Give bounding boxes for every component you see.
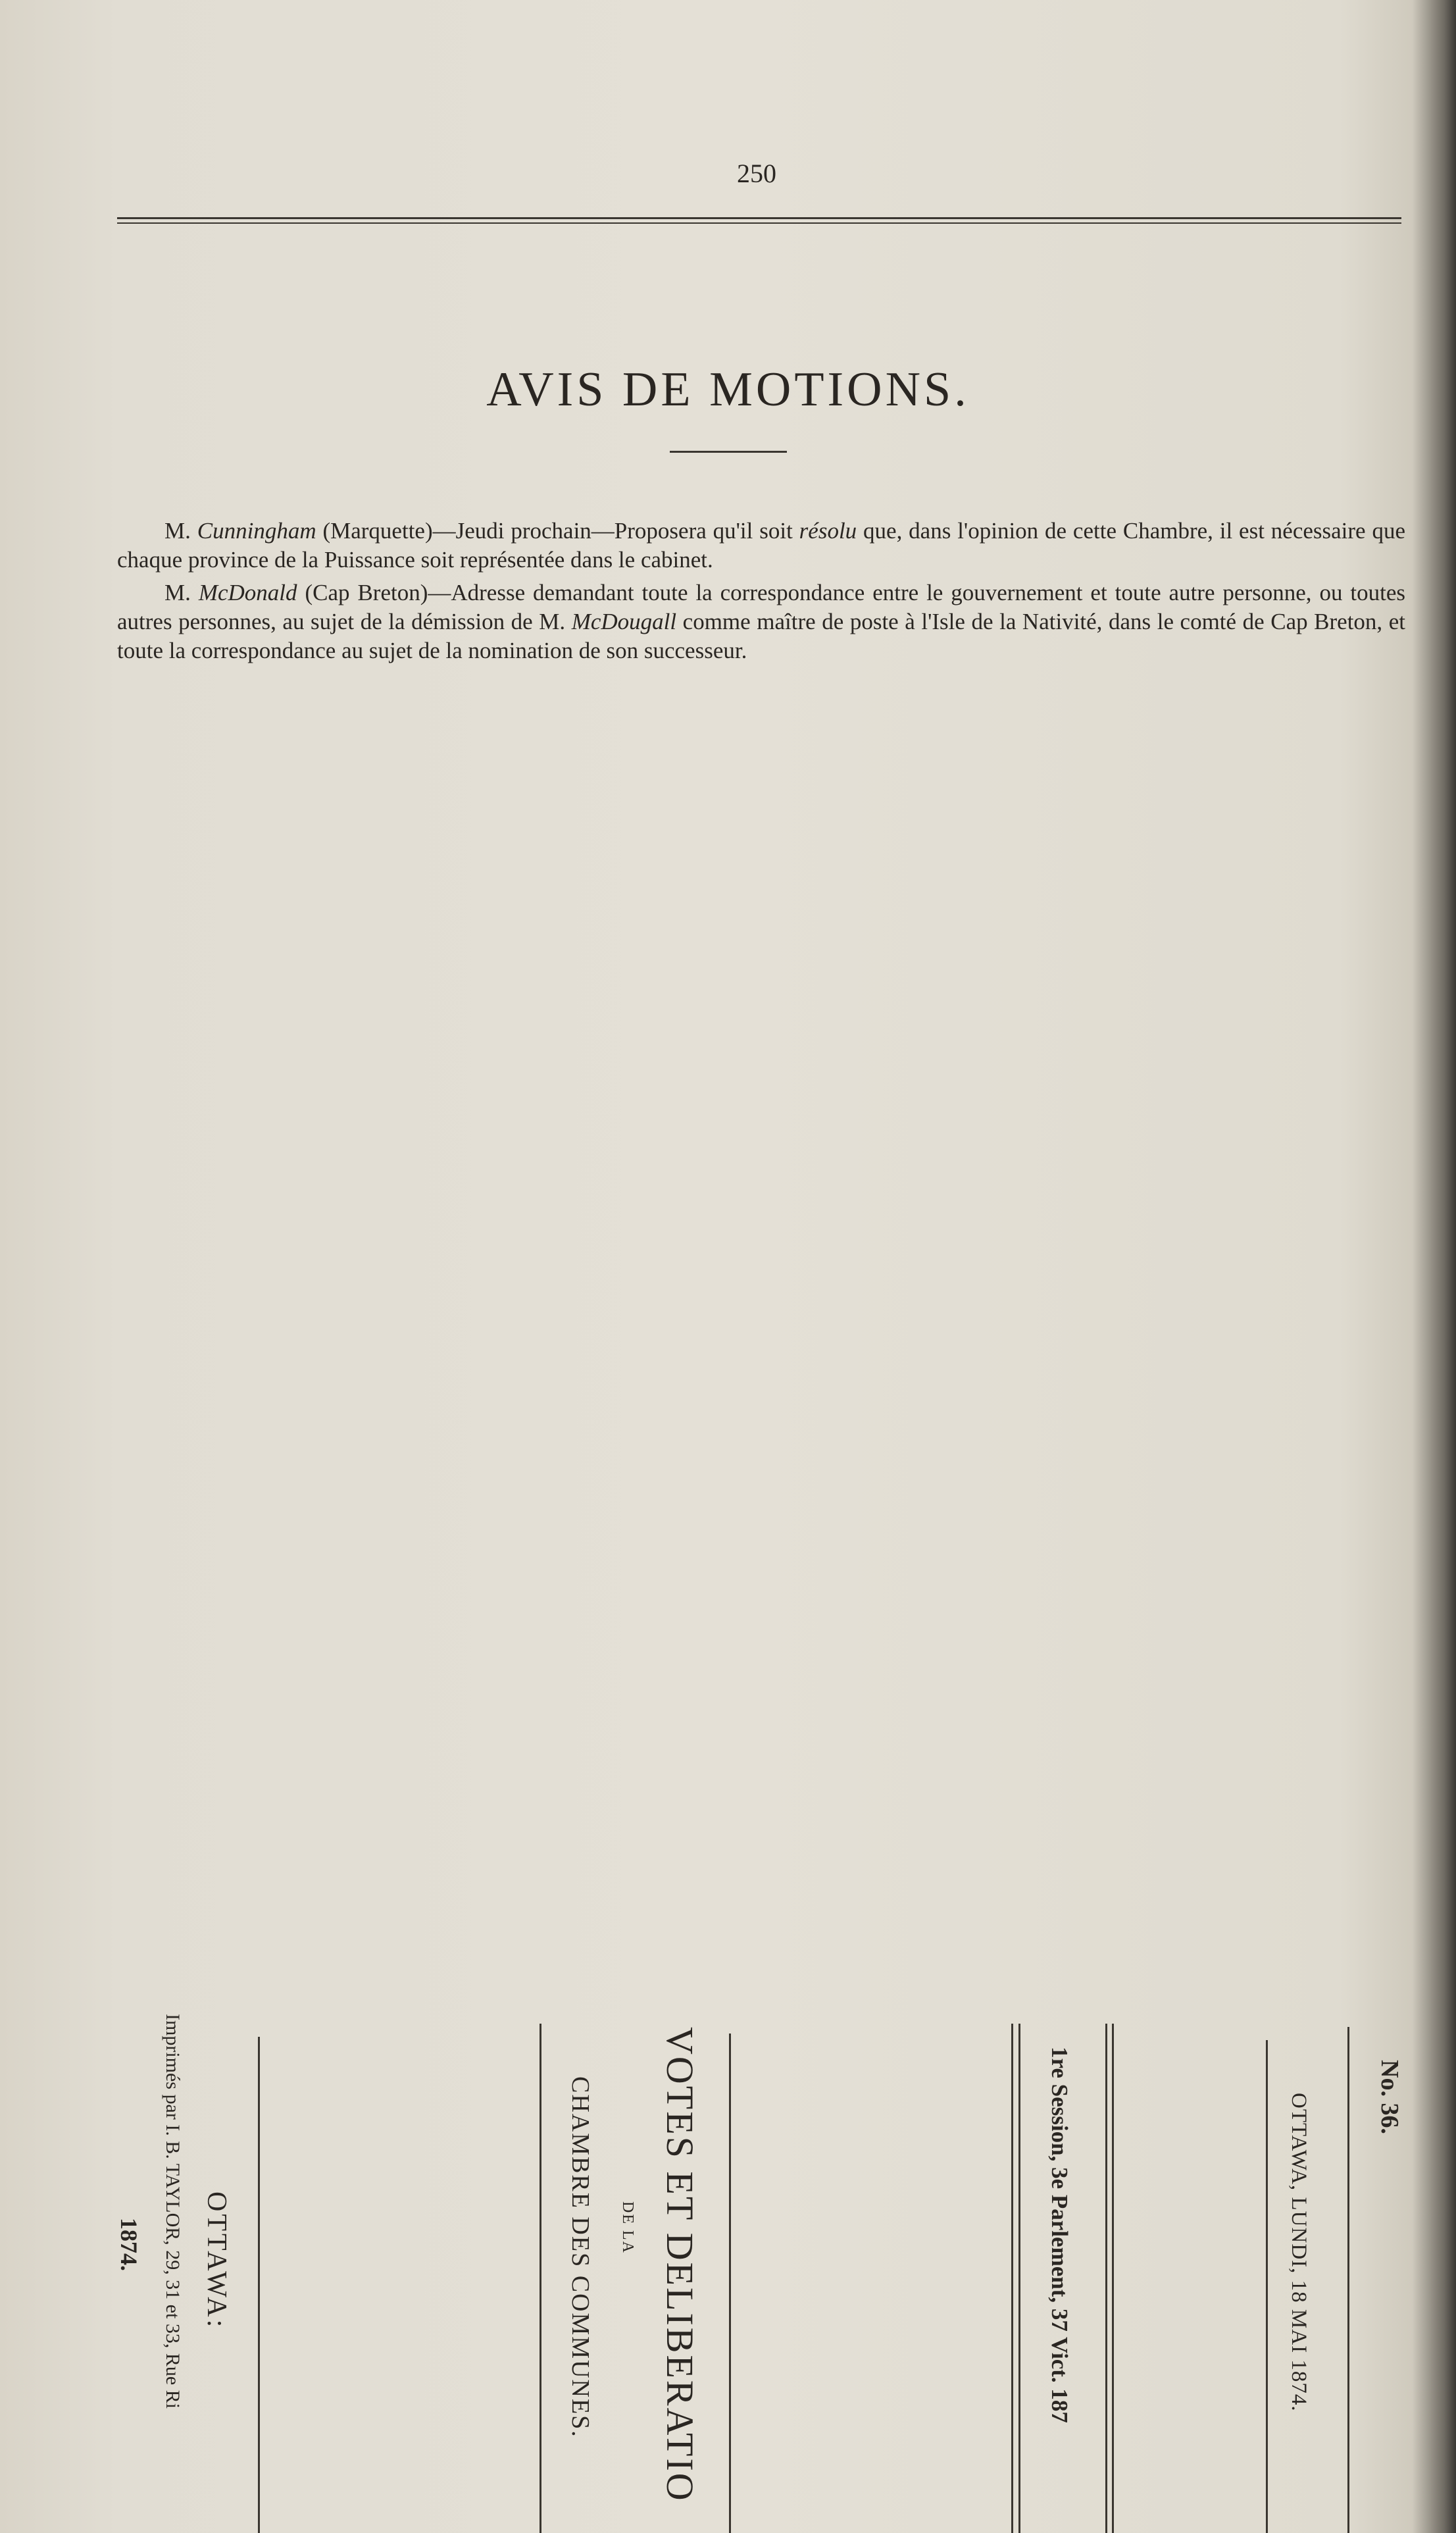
cover-title: VOTES ET DELIBERATIO: [659, 2027, 701, 2503]
cover-printer: Imprimés par I. B. TAYLOR, 29, 31 et 33, Rue Ri: [162, 2014, 184, 2409]
motions-list: [117, 517, 1405, 669]
cover-rule: [1011, 2024, 1013, 2533]
motion-text: (Marquette)—Jeudi prochain—Proposera qu'il soit: [316, 518, 799, 544]
header-double-rule: [117, 217, 1401, 224]
page-number: 250: [737, 159, 776, 188]
member-name: Cunningham: [197, 518, 316, 544]
motion-prefix: M.: [164, 580, 191, 605]
cover-de-la: DE LA: [619, 2201, 636, 2254]
cover-rule: [1266, 2040, 1268, 2533]
motion-text: comme maître de poste à l'Isle de la Nativité, dans le comté de Cap Breton, et toute la correspondance au sujet de la nomination de son successeur.: [117, 609, 1406, 663]
motion-mcdonald: [117, 578, 1405, 665]
cover-rule: [1347, 2027, 1349, 2533]
motion-text: que, dans l'opinion de cette Chambre, il est nécessaire que chaque province de la Puissance soit représentée dans le cabinet.: [117, 518, 1405, 573]
cover-chambre: CHAMBRE DES COMMUNES.: [566, 2076, 594, 2438]
section-title: AVIS DE MOTIONS.: [486, 362, 970, 417]
motion-prefix: M.: [164, 518, 191, 544]
cover-city: OTTAWA:: [201, 2191, 232, 2330]
cover-session: 1re Session, 3e Parlement, 37 Vict. 187: [1047, 2047, 1072, 2423]
cover-rule: [540, 2024, 541, 2533]
cover-rule: [1105, 2024, 1107, 2533]
cover-rule: [729, 2034, 731, 2533]
cover-year: 1874.: [116, 2218, 142, 2271]
motion-text: (Cap Breton)—Adresse demandant toute la correspondance entre le gouvernement et toute autre personne, ou toutes autres personnes, au sujet de la démission de M.: [117, 580, 1406, 634]
motion-cunningham: [117, 517, 1405, 575]
cover-rule: [258, 2037, 260, 2533]
motion-italic-word: McDougall: [571, 609, 677, 634]
member-name: McDonald: [198, 580, 297, 605]
cover-number: No. 36.: [1376, 2060, 1403, 2134]
cover-date: OTTAWA, LUNDI, 18 MAI 1874.: [1287, 2093, 1311, 2412]
cover-rule: [1112, 2024, 1114, 2533]
motion-italic-word: résolu: [799, 518, 857, 544]
cover-rule: [1018, 2024, 1020, 2533]
title-underline: [670, 451, 787, 453]
